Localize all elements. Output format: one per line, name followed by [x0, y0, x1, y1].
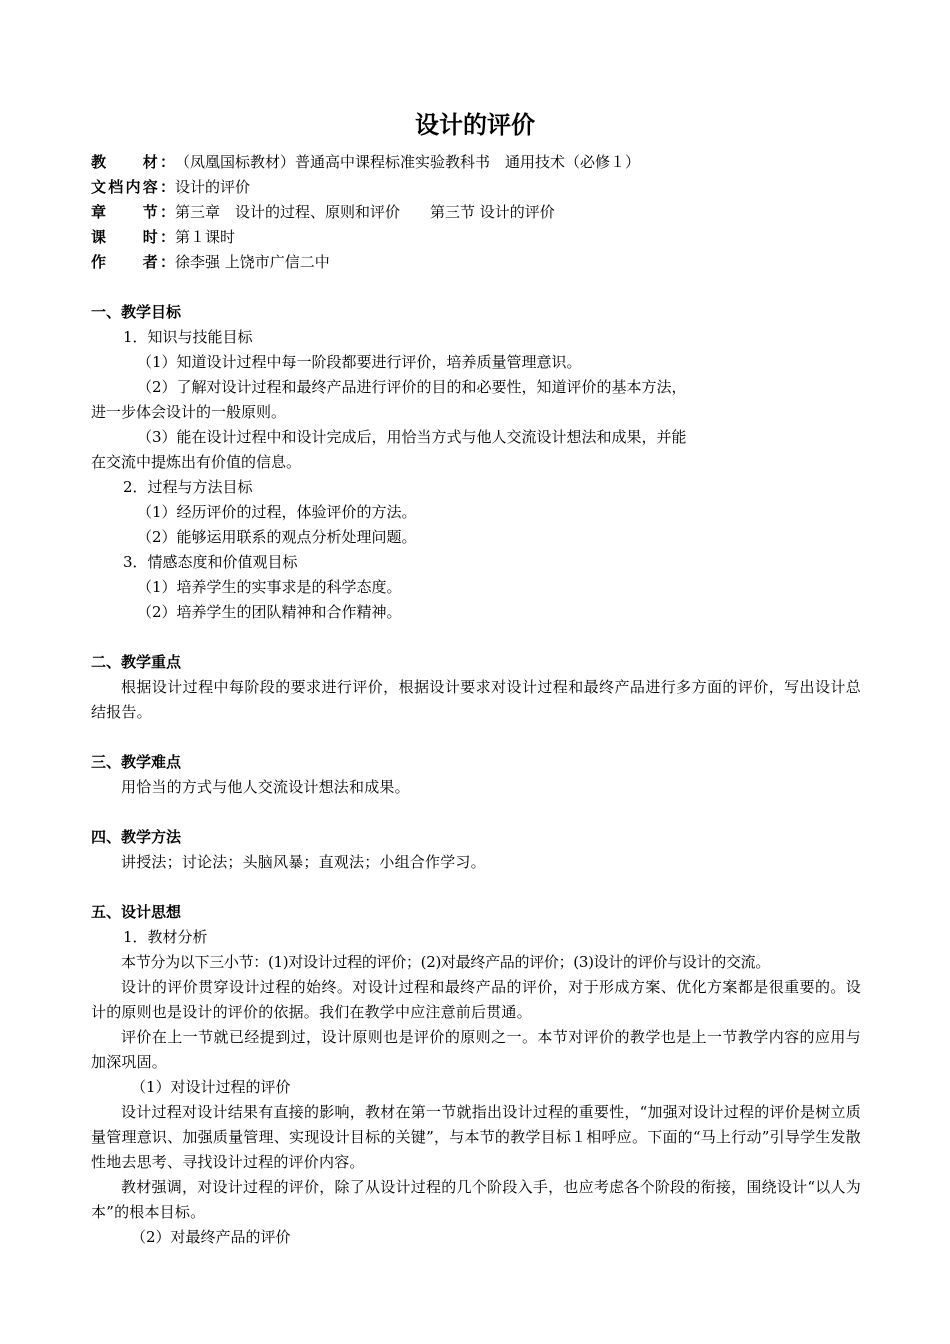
paragraph: 本节分为以下三小节：(1)对设计过程的评价；(2)对最终产品的评价；(3)设计的评价与设计的交流。: [121, 953, 771, 971]
meta-row-content: [91, 175, 861, 200]
meta-value: 设计的评价: [175, 178, 251, 196]
meta-label: 课 时：: [91, 228, 175, 246]
list-item: （2）对最终产品的评价: [131, 1228, 291, 1246]
paragraph: 设计过程对设计结果有直接的影响，教材在第一节就指出设计过程的重要性，“加强对设计过程的评价是树立质量管理意识、加强质量管理、实现设计目标的关键”，与本节的教学目标１相呼应。下面的“马上行动”引导学生发散性地去思考、寻找设计过程的评价内容。: [91, 1103, 861, 1171]
paragraph: 根据设计过程中每阶段的要求进行评价，根据设计要求对设计过程和最终产品进行多方面的评价，写出设计总结报告。: [91, 678, 861, 721]
meta-value: （凤凰国标教材）普通高中课程标准实验教科书 通用技术（必修１）: [175, 153, 641, 171]
meta-row-period: [91, 225, 861, 250]
list-item: （2）了解对设计过程和最终产品进行评价的目的和必要性，知道评价的基本方法，: [137, 378, 687, 396]
subheading: 1．知识与技能目标: [123, 328, 253, 346]
meta-row-author: [91, 250, 861, 275]
meta-label: 教 材：: [91, 153, 175, 171]
list-item: （1）培养学生的实事求是的科学态度。: [137, 578, 402, 596]
meta-label: 作 者：: [91, 253, 175, 271]
meta-value: 徐李强 上饶市广信二中: [175, 253, 330, 271]
paragraph: 教材强调，对设计过程的评价，除了从设计过程的几个阶段入手，也应考虑各个阶段的衔接，围绕设计“以人为本”的根本目标。: [91, 1178, 861, 1221]
paragraph: 讲授法；讨论法；头脑风暴；直观法；小组合作学习。: [121, 853, 486, 871]
subheading: 2．过程与方法目标: [123, 478, 253, 496]
meta-label: 文档内容：: [91, 178, 175, 196]
subheading: 1．教材分析: [123, 928, 208, 946]
section-heading-design-ideas: 五、设计思想: [91, 903, 182, 921]
section-heading-methods: 四、教学方法: [91, 828, 182, 846]
meta-value: 第１课时: [175, 228, 236, 246]
document-body: [91, 150, 861, 1250]
list-item-continuation: 进一步体会设计的一般原则。: [91, 403, 287, 421]
document-title: 设计的评价: [415, 111, 535, 139]
section-heading-key-points: 二、教学重点: [91, 653, 182, 671]
meta-value: 第三章 设计的过程、原则和评价 第三节 设计的评价: [175, 203, 555, 221]
section-heading-difficulties: 三、教学难点: [91, 753, 182, 771]
list-item: （1）对设计过程的评价: [131, 1078, 291, 1096]
section-heading-objectives: 一、教学目标: [91, 303, 182, 321]
paragraph: 评价在上一节就已经提到过，设计原则也是评价的原则之一。本节对评价的教学也是上一节教学内容的应用与加深巩固。: [91, 1028, 861, 1071]
meta-label: 章 节：: [91, 203, 175, 221]
list-item-continuation: 在交流中提炼出有价值的信息。: [91, 453, 302, 471]
meta-row-textbook: [91, 150, 861, 175]
subheading: 3．情感态度和价值观目标: [123, 553, 298, 571]
list-item: （1）经历评价的过程，体验评价的方法。: [137, 503, 417, 521]
list-item: （1）知道设计过程中每一阶段都要进行评价，培养质量管理意识。: [137, 353, 582, 371]
meta-row-chapter: [91, 200, 861, 225]
paragraph: 设计的评价贯穿设计过程的始终。对设计过程和最终产品的评价，对于形成方案、优化方案都是很重要的。设计的原则也是设计的评价的依据。我们在教学中应注意前后贯通。: [91, 978, 861, 1021]
list-item: （3）能在设计过程中和设计完成后，用恰当方式与他人交流设计想法和成果，并能: [137, 428, 687, 446]
list-item: （2）培养学生的团队精神和合作精神。: [137, 603, 402, 621]
list-item: （2）能够运用联系的观点分析处理问题。: [137, 528, 417, 546]
paragraph: 用恰当的方式与他人交流设计想法和成果。: [121, 778, 410, 796]
